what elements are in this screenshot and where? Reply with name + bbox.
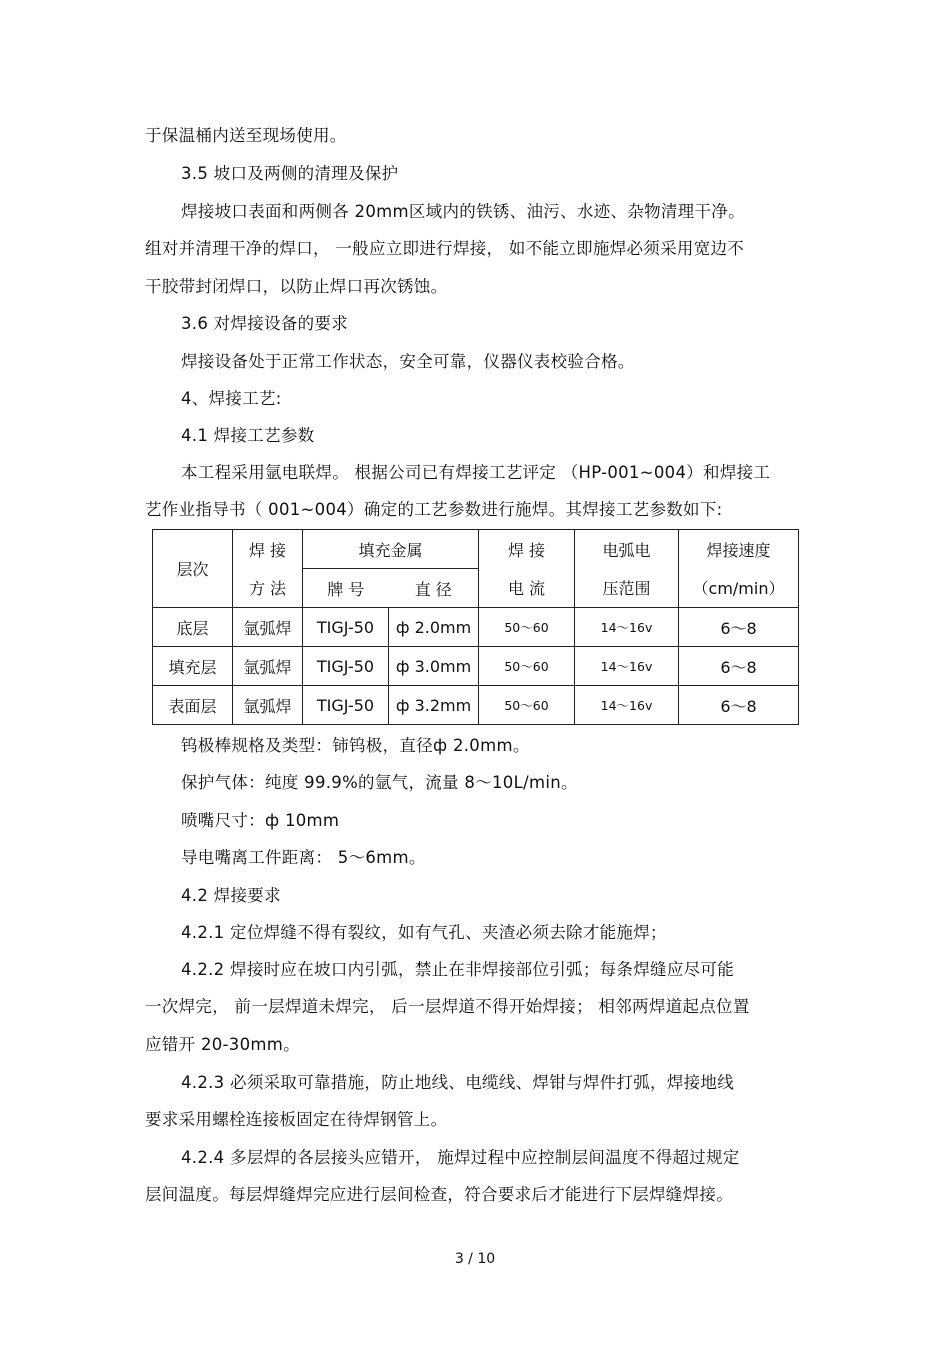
cell-voltage: 14～16v bbox=[575, 608, 679, 647]
header-voltage-1: 电弧电 bbox=[575, 530, 679, 569]
cell-method: 氩弧焊 bbox=[233, 608, 303, 647]
page-number: 3 / 10 bbox=[454, 1251, 496, 1267]
paragraph: 干胶带封闭焊口，以防止焊口再次锈蚀。 bbox=[145, 277, 448, 296]
header-speed-2: （cm/min） bbox=[679, 569, 799, 608]
paragraph: 组对并清理干净的焊口， 一般应立即进行焊接， 如不能立即施焊必须采用宽边不 bbox=[145, 239, 745, 258]
paragraph: 4.2.4 多层焊的各层接头应错开， 施焊过程中应控制层间温度不得超过规定 bbox=[181, 1148, 740, 1167]
section-heading-4-2: 4.2 焊接要求 bbox=[181, 886, 281, 905]
header-brand: 牌 号 bbox=[303, 569, 389, 608]
table-header-row bbox=[153, 530, 799, 569]
table-row bbox=[153, 608, 799, 647]
paragraph: 本工程采用氩电联焊。 根据公司已有焊接工艺评定 （HP-001~004）和焊接工 bbox=[181, 463, 771, 482]
paragraph: 保护气体：纯度 99.9%的氩气，流量 8～10L/min。 bbox=[181, 773, 578, 792]
paragraph: 导电嘴离工件距离： 5～6mm。 bbox=[181, 848, 426, 867]
cell-speed: 6～8 bbox=[679, 686, 799, 725]
table-header-row bbox=[153, 569, 799, 608]
paragraph: 层间温度。每层焊缝焊完应进行层间检查，符合要求后才能进行下层焊缝焊接。 bbox=[145, 1185, 733, 1204]
table-row bbox=[153, 686, 799, 725]
cell-speed: 6～8 bbox=[679, 647, 799, 686]
paragraph: 4.2.3 必须采取可靠措施，防止地线、电缆线、焊钳与焊件打弧，焊接地线 bbox=[181, 1073, 735, 1092]
cell-brand: TIGJ-50 bbox=[303, 647, 389, 686]
paragraph: 要求采用螺栓连接板固定在待焊钢管上。 bbox=[145, 1110, 448, 1129]
cell-layer: 底层 bbox=[153, 608, 233, 647]
cell-method: 氩弧焊 bbox=[233, 647, 303, 686]
paragraph: 应错开 20-30mm。 bbox=[145, 1035, 300, 1054]
section-heading-3-6: 3.6 对焊接设备的要求 bbox=[181, 314, 349, 333]
cell-layer: 填充层 bbox=[153, 647, 233, 686]
cell-layer: 表面层 bbox=[153, 686, 233, 725]
paragraph: 于保温桶内送至现场使用。 bbox=[145, 126, 347, 145]
table-row bbox=[153, 647, 799, 686]
paragraph: 喷嘴尺寸：ф 10mm bbox=[181, 811, 340, 830]
header-method-2: 方 法 bbox=[233, 569, 303, 608]
paragraph: 焊接坡口表面和两侧各 20mm区域内的铁锈、油污、水迹、杂物清理干净。 bbox=[181, 202, 745, 221]
cell-brand: TIGJ-50 bbox=[303, 686, 389, 725]
header-filler-metal: 填充金属 bbox=[303, 530, 479, 569]
cell-speed: 6～8 bbox=[679, 608, 799, 647]
paragraph: 焊接设备处于正常工作状态，安全可靠，仪器仪表校验合格。 bbox=[181, 352, 635, 371]
header-method-1: 焊 接 bbox=[233, 530, 303, 569]
cell-diameter: ф 2.0mm bbox=[389, 608, 479, 647]
paragraph: 一次焊完， 前一层焊道未焊完， 后一层焊道不得开始焊接； 相邻两焊道起点位置 bbox=[145, 997, 750, 1016]
cell-brand: TIGJ-50 bbox=[303, 608, 389, 647]
header-layer: 层次 bbox=[153, 530, 233, 608]
header-diameter: 直 径 bbox=[389, 569, 479, 608]
cell-current: 50～60 bbox=[479, 608, 575, 647]
cell-diameter: ф 3.0mm bbox=[389, 647, 479, 686]
cell-method: 氩弧焊 bbox=[233, 686, 303, 725]
paragraph: 4.2.2 焊接时应在坡口内引弧，禁止在非焊接部位引弧；每条焊缝应尽可能 bbox=[181, 960, 735, 979]
cell-voltage: 14～16v bbox=[575, 647, 679, 686]
cell-current: 50～60 bbox=[479, 686, 575, 725]
paragraph: 4.2.1 定位焊缝不得有裂纹，如有气孔、夹渣必须去除才能施焊； bbox=[181, 923, 667, 942]
header-speed-1: 焊接速度 bbox=[679, 530, 799, 569]
cell-voltage: 14～16v bbox=[575, 686, 679, 725]
header-current-2: 电 流 bbox=[479, 569, 575, 608]
section-heading-3-5: 3.5 坡口及两侧的清理及保护 bbox=[181, 164, 399, 183]
header-current-1: 焊 接 bbox=[479, 530, 575, 569]
section-heading-4: 4、焊接工艺: bbox=[181, 389, 282, 408]
paragraph: 艺作业指导书（ 001~004）确定的工艺参数进行施焊。其焊接工艺参数如下: bbox=[145, 500, 723, 519]
welding-parameters-table bbox=[152, 529, 799, 725]
header-voltage-2: 压范围 bbox=[575, 569, 679, 608]
paragraph: 钨极棒规格及类型：铈钨极，直径ф 2.0mm。 bbox=[181, 736, 530, 755]
section-heading-4-1: 4.1 焊接工艺参数 bbox=[181, 426, 315, 445]
cell-current: 50～60 bbox=[479, 647, 575, 686]
cell-diameter: ф 3.2mm bbox=[389, 686, 479, 725]
